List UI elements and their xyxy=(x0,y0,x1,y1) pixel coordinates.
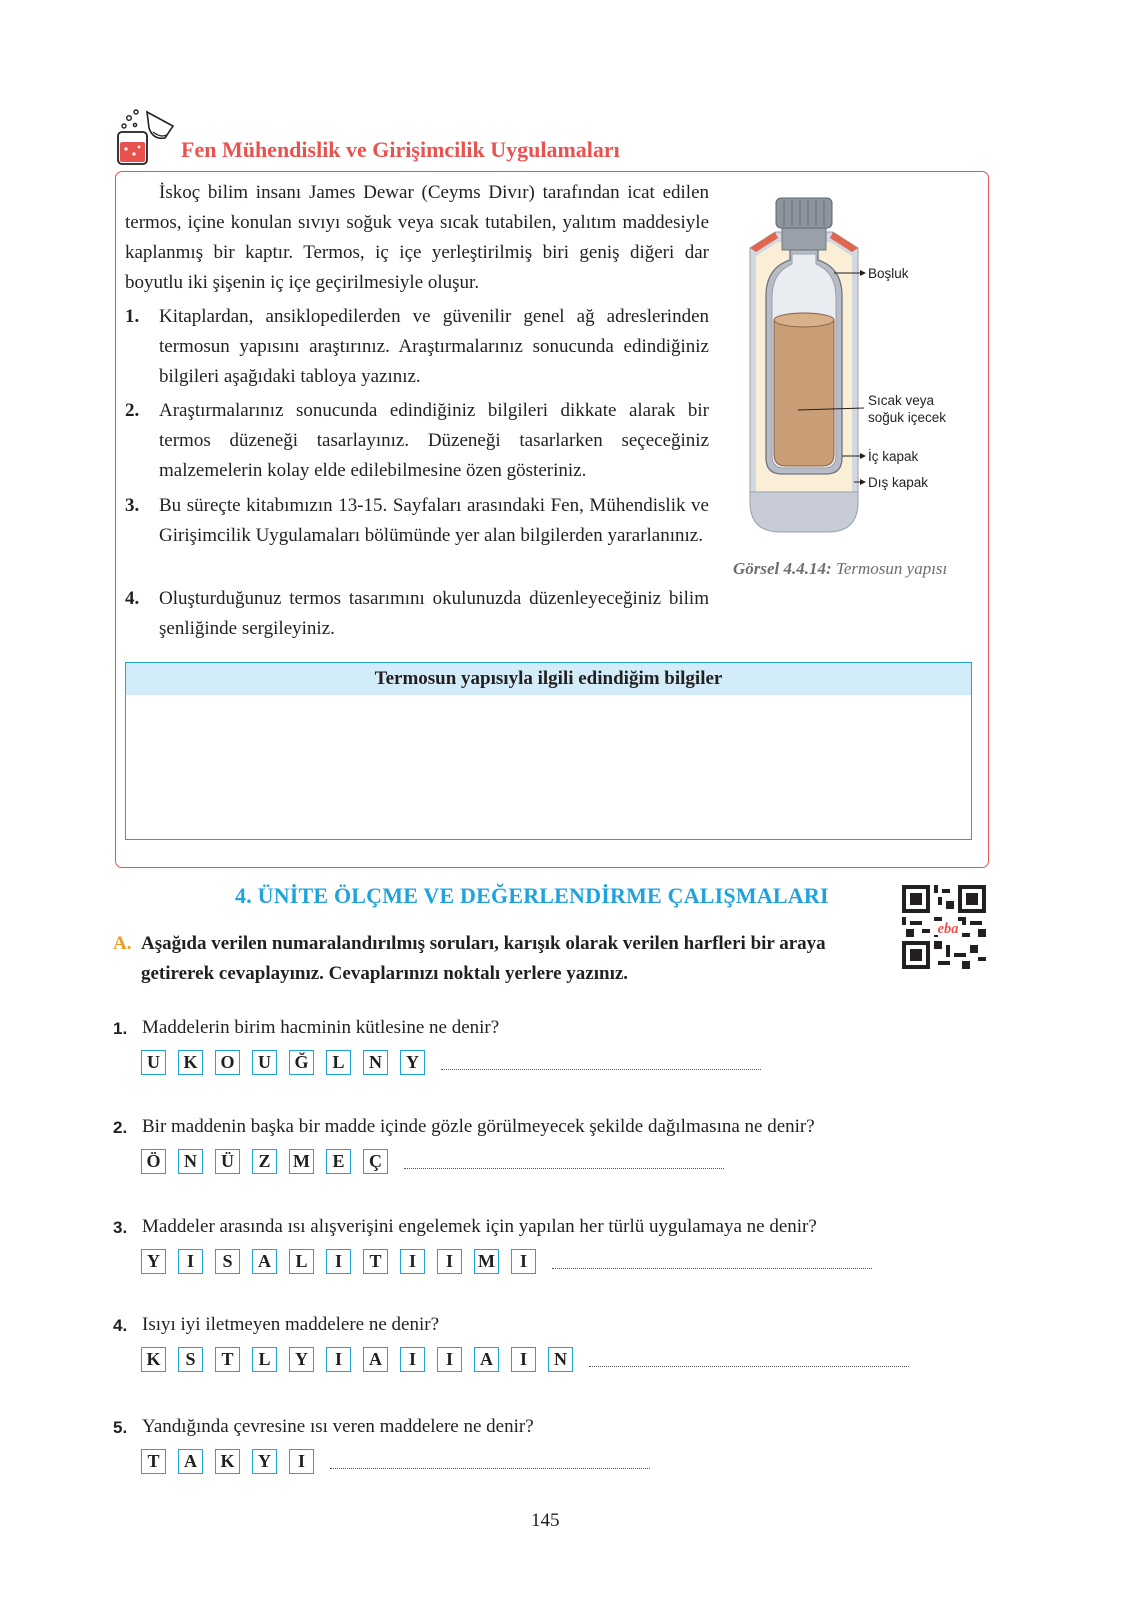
instruction-text: Aşağıda verilen numaralandırılmış soruları, karışık olarak verilen harfleri bir araya getirerek cevaplayınız. Cevaplarınızı noktalı yerlere yazınız. xyxy=(141,933,826,984)
letter-box: Y xyxy=(252,1449,277,1474)
letter-box: I xyxy=(437,1249,462,1274)
question-number: 5. xyxy=(113,1418,128,1437)
letter-box: M xyxy=(289,1149,314,1174)
letter-boxes xyxy=(141,1347,909,1372)
letter-box: Y xyxy=(141,1249,166,1274)
label-drink-2: soğuk içecek xyxy=(868,410,947,425)
letter-box: U xyxy=(252,1050,277,1075)
task-text: Bu süreçte kitabımızın 13-15. Sayfaları arasındaki Fen, Mühendislik ve Girişimcilik Uygulamaları bölümünde yer alan bilgilerden yararlanınız. xyxy=(159,495,709,546)
question-text: Isıyı iyi iletmeyen maddelere ne denir? xyxy=(142,1314,440,1335)
assessment-title: 4. ÜNİTE ÖLÇME VE DEĞERLENDİRME ÇALIŞMALARI xyxy=(235,883,829,908)
task-text: Oluşturduğunuz termos tasarımını okulunuzda düzenleyeceğiniz bilim şenliğinde sergileyiniz. xyxy=(159,588,709,639)
letter-box: A xyxy=(363,1347,388,1372)
letter-boxes xyxy=(141,1449,650,1474)
letter-box: Ç xyxy=(363,1149,388,1174)
info-table-answer-area[interactable] xyxy=(125,695,972,840)
letter-box: Ü xyxy=(215,1149,240,1174)
letter-box: I xyxy=(289,1449,314,1474)
question-number: 3. xyxy=(113,1218,128,1237)
letter-box: Ö xyxy=(141,1149,166,1174)
letter-box: Y xyxy=(400,1050,425,1075)
letter-box: N xyxy=(548,1347,573,1372)
question-number: 2. xyxy=(113,1118,128,1137)
answer-line[interactable] xyxy=(330,1454,650,1469)
letter-box: L xyxy=(326,1050,351,1075)
task-item xyxy=(125,302,709,392)
letter-box: I xyxy=(511,1347,536,1372)
answer-line[interactable] xyxy=(589,1352,909,1367)
letter-box: I xyxy=(400,1347,425,1372)
question-text: Yandığında çevresine ısı veren maddelere ne denir? xyxy=(142,1416,534,1437)
letter-box: T xyxy=(363,1249,388,1274)
letter-box: K xyxy=(178,1050,203,1075)
letter-box: U xyxy=(141,1050,166,1075)
label-inner-cap: İç kapak xyxy=(868,449,919,464)
letter-boxes xyxy=(141,1249,872,1274)
letter-box: N xyxy=(178,1149,203,1174)
qr-eba-label: eba xyxy=(937,921,959,937)
instruction xyxy=(113,929,903,989)
lab-flask-icon xyxy=(113,104,179,170)
letter-box: A xyxy=(252,1249,277,1274)
section-title: Fen Mühendislik ve Girişimcilik Uygulamaları xyxy=(181,137,620,162)
question-text: Bir maddenin başka bir madde içinde gözle görülmeyecek şekilde dağılmasına ne denir? xyxy=(142,1116,815,1137)
letter-box: T xyxy=(215,1347,240,1372)
thermos-diagram xyxy=(730,192,990,552)
letter-box: I xyxy=(326,1347,351,1372)
instruction-letter: A. xyxy=(113,933,132,954)
letter-box: A xyxy=(178,1449,203,1474)
label-drink-1: Sıcak veya xyxy=(868,393,935,408)
letter-box: I xyxy=(326,1249,351,1274)
letter-box: I xyxy=(511,1249,536,1274)
task-number: 4. xyxy=(125,588,140,609)
answer-line[interactable] xyxy=(404,1154,724,1169)
letter-box: Ğ xyxy=(289,1050,314,1075)
letter-box: Z xyxy=(252,1149,277,1174)
letter-box: I xyxy=(178,1249,203,1274)
letter-box: K xyxy=(215,1449,240,1474)
task-item xyxy=(125,491,709,551)
question-number: 1. xyxy=(113,1019,128,1038)
letter-box: O xyxy=(215,1050,240,1075)
qr-code-icon[interactable] xyxy=(902,885,986,969)
letter-box: I xyxy=(400,1249,425,1274)
question-text: Maddeler arasında ısı alışverişini engelemek için yapılan her türlü uygulamaya ne denir? xyxy=(142,1216,817,1237)
answer-line[interactable] xyxy=(441,1055,761,1070)
letter-box: M xyxy=(474,1249,499,1274)
letter-box: Y xyxy=(289,1347,314,1372)
task-text: Araştırmalarınız sonucunda edindiğiniz bilgileri dikkate alarak bir termos düzeneği tasarlayınız. Düzeneği tasarlarken seçeceğiniz malzemelerin kolay elde edilebilmesine özen gösteriniz. xyxy=(159,400,709,481)
task-item xyxy=(125,396,709,486)
info-table-header: Termosun yapısıyla ilgili edindiğim bilgiler xyxy=(125,662,972,696)
letter-box: S xyxy=(178,1347,203,1372)
letter-box: I xyxy=(437,1347,462,1372)
label-gap: Boşluk xyxy=(868,266,909,281)
task-number: 2. xyxy=(125,400,140,421)
letter-box: K xyxy=(141,1347,166,1372)
task-number: 1. xyxy=(125,306,140,327)
figure-caption xyxy=(733,559,947,579)
letter-box: A xyxy=(474,1347,499,1372)
letter-boxes xyxy=(141,1149,724,1174)
task-number: 3. xyxy=(125,495,140,516)
intro-paragraph: İskoç bilim insanı James Dewar (Ceyms Divır) tarafından icat edilen termos, içine konulan sıvıyı soğuk veya sıcak tutabilen, yalıtım maddesiyle kaplanmış bir kaptır. Termos, iç içe yerleştirilmiş biri geniş diğeri dar boyutlu iki şişenin iç içe geçirilmesiyle oluşur. xyxy=(125,182,709,293)
task-text: Kitaplardan, ansiklopedilerden ve güvenilir genel ağ adreslerinden termosun yapısını araştırınız. Araştırmalarınız sonucunda edindiğiniz bilgileri aşağıdaki tabloya yazınız. xyxy=(159,306,709,387)
caption-label: Görsel 4.4.14: xyxy=(733,559,832,578)
letter-box: E xyxy=(326,1149,351,1174)
letter-box: L xyxy=(289,1249,314,1274)
letter-boxes xyxy=(141,1050,761,1075)
letter-box: N xyxy=(363,1050,388,1075)
question-number: 4. xyxy=(113,1316,128,1335)
caption-text: Termosun yapısı xyxy=(835,559,948,578)
letter-box: S xyxy=(215,1249,240,1274)
answer-line[interactable] xyxy=(552,1254,872,1269)
task-item xyxy=(125,584,709,644)
label-outer-cap: Dış kapak xyxy=(868,475,929,490)
letter-box: T xyxy=(141,1449,166,1474)
letter-box: L xyxy=(252,1347,277,1372)
page-number: 145 xyxy=(531,1510,560,1531)
question-text: Maddelerin birim hacminin kütlesine ne denir? xyxy=(142,1017,500,1038)
